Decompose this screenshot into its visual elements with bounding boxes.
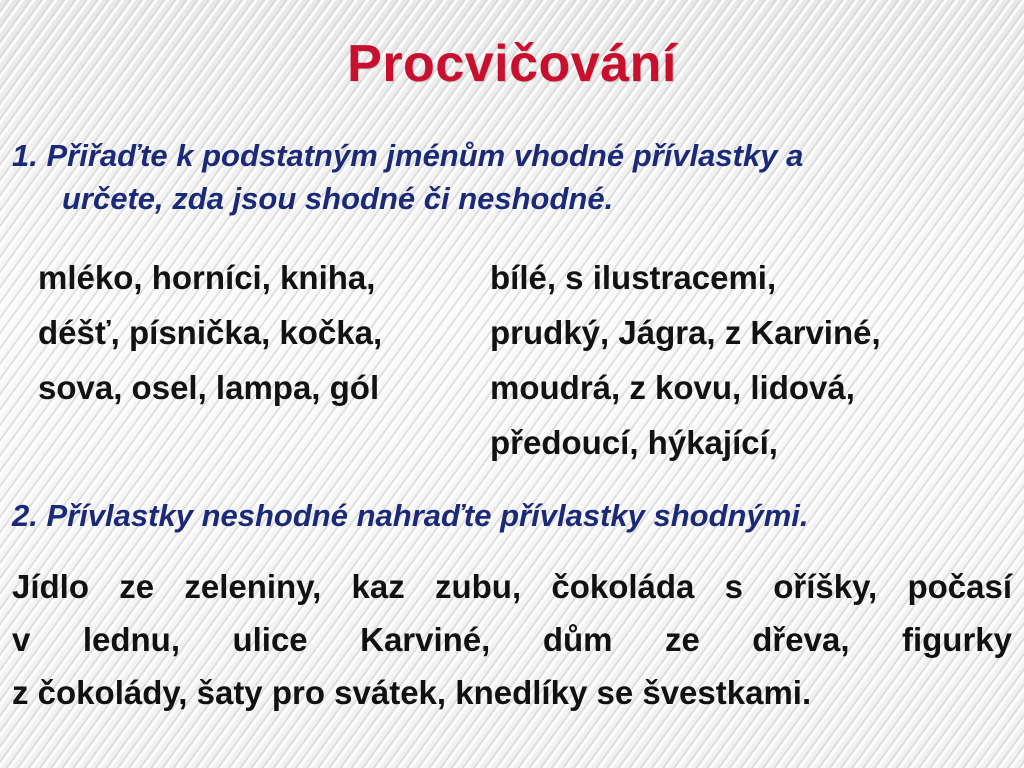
- nouns-line: déšť, písnička, kočka,: [38, 314, 383, 351]
- task-1-number: 1.: [12, 138, 38, 173]
- exercise-line: v lednu, ulice Karviné, dům ze dřeva, figurky: [12, 621, 1012, 658]
- task-1-line-2: určete, zda jsou shodné či neshodné.: [62, 181, 614, 216]
- task-1-instruction: [12, 134, 1002, 220]
- exercise-line: Jídlo ze zeleniny, kaz zubu, čokoláda s oříšky, počasí: [12, 568, 1012, 605]
- task-1-line-1: Přiřaďte k podstatným jménům vhodné přívlastky a: [46, 138, 804, 173]
- exercise-line: z čokolády, šaty pro svátek, knedlíky se švestkami.: [12, 674, 812, 711]
- attributes-line: bílé, s ilustracemi,: [490, 259, 777, 296]
- attributes-column: [490, 250, 1010, 470]
- nouns-line: sova, osel, lampa, gól: [38, 369, 380, 406]
- attributes-line: předoucí, hýkající,: [490, 424, 778, 461]
- task-2-instruction: 2. Přívlastky neshodné nahraďte přívlastky shodnými.: [12, 498, 809, 533]
- nouns-column: [38, 250, 468, 415]
- slide-title: Procvičování: [347, 35, 677, 93]
- attributes-line: prudký, Jágra, z Karviné,: [490, 314, 881, 351]
- exercise-paragraph: [12, 560, 1012, 719]
- attributes-line: moudrá, z kovu, lidová,: [490, 369, 855, 406]
- nouns-line: mléko, horníci, kniha,: [38, 259, 376, 296]
